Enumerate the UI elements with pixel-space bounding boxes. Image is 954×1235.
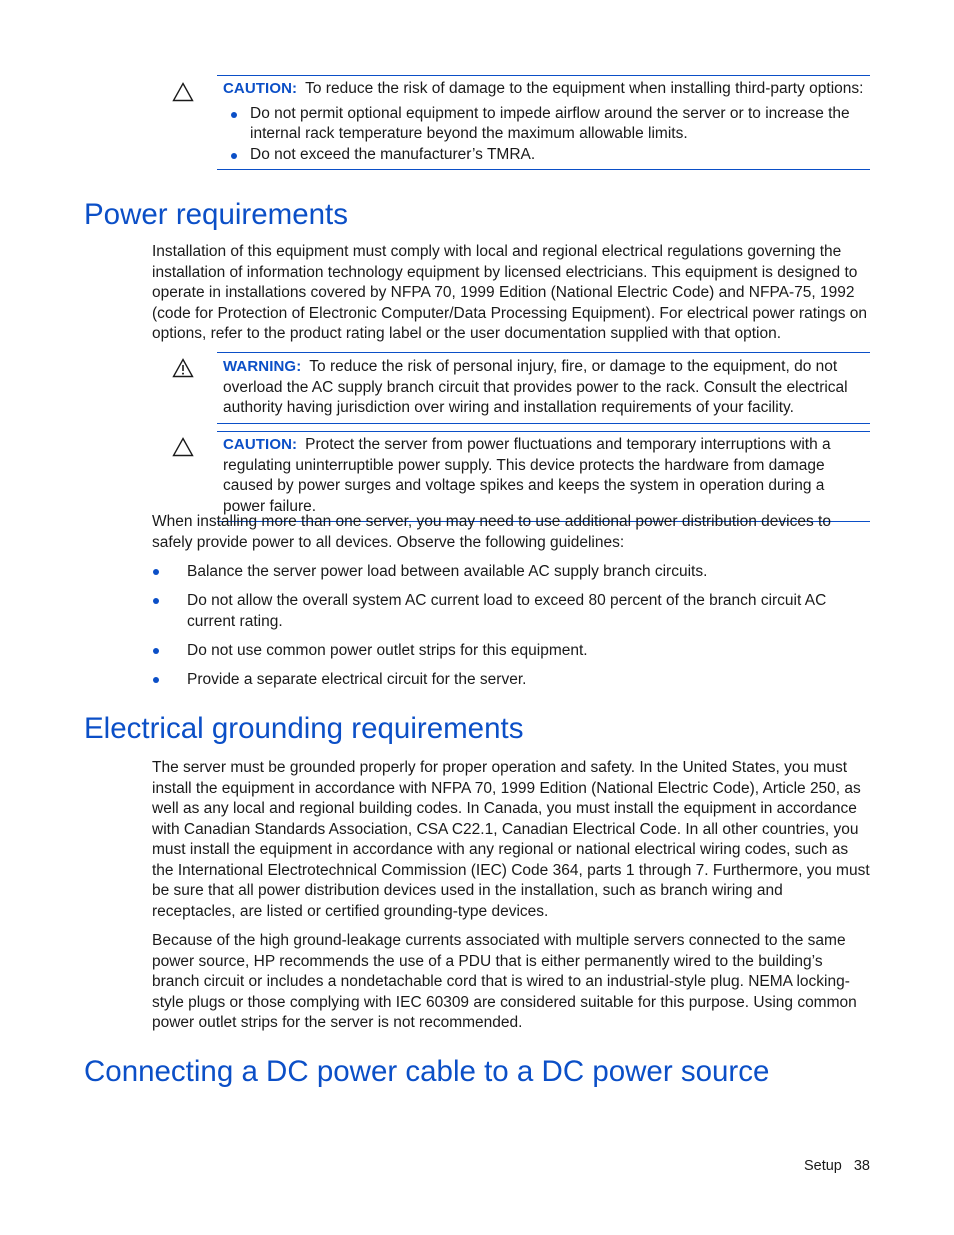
caution-body: Protect the server from power fluctuations and temporary interruptions with a regulating uninterruptible power supply. This device protects the hardware from damage caused by power surges and voltage spikes and keeps the system in operation during a power failure.: [223, 436, 831, 515]
warning-notice-overload: [217, 352, 870, 424]
heading-connecting-dc-power: Connecting a DC power cable to a DC power source: [84, 1055, 770, 1088]
warning-text: [223, 357, 870, 419]
caution-label: CAUTION:: [223, 80, 298, 97]
guideline-item: Do not use common power outlet strips for this equipment.: [152, 641, 870, 662]
caution-triangle-icon: [172, 82, 194, 102]
caution-notice-power-fluctuations: [217, 431, 870, 522]
caution-notice-third-party: [217, 75, 870, 170]
footer-section-name: Setup: [803, 1158, 842, 1174]
guideline-item: Balance the server power load between available AC supply branch circuits.: [152, 562, 870, 583]
page-footer: [804, 1158, 870, 1174]
caution-text: [223, 435, 870, 517]
caution-list-item: Do not exceed the manufacturer’s TMRA.: [223, 145, 870, 166]
warning-label: WARNING:: [223, 358, 302, 375]
power-intro-paragraph: Installation of this equipment must comply with local and regional electrical regulations governing the installation of information technology equipment by licensed electricians. This equipment is designed to operate in installations covered by NFPA 70, 1999 Edition (National Electric Code) and NFPA-75, 1992 (code for Protection of Electronic Computer/Data Processing Equipment). For electrical power ratings on options, refer to the product rating label or the user documentation supplied with that option.: [152, 243, 868, 342]
warning-body: To reduce the risk of personal injury, fire, or damage to the equipment, do not overload the AC supply branch circuit that provides power to the rack. Consult the electrical authority having jurisdiction over wiring and installation requirements of your facility.: [223, 358, 848, 416]
caution-label: CAUTION:: [223, 436, 298, 453]
heading-power-requirements: Power requirements: [84, 198, 348, 231]
guidelines-intro-paragraph: When installing more than one server, you may need to use additional power distribution devices to safely provide power to all devices. Observe the following guidelines:: [152, 513, 831, 551]
heading-electrical-grounding: Electrical grounding requirements: [84, 712, 524, 745]
caution-body: To reduce the risk of damage to the equipment when installing third-party options:: [305, 80, 864, 97]
caution-list: [223, 104, 870, 166]
caution-text: [223, 79, 870, 100]
grounding-paragraph-2: Because of the high ground-leakage currents associated with multiple servers connected to the same power source, HP recommends the use of a PDU that is either permanently wired to the building’s branch circuit or includes a nondetachable cord that is wired to an industrial-style plug. NEMA locking-style plugs or those complying with IEC 60309 are considered suitable for this purpose. Using common power outlet strips for the server is not recommended.: [152, 932, 857, 1031]
caution-triangle-icon: [172, 437, 194, 457]
warning-triangle-icon: [172, 358, 194, 378]
guideline-item: Provide a separate electrical circuit for the server.: [152, 670, 870, 691]
grounding-paragraph-1: The server must be grounded properly for proper operation and safety. In the United States, you must install the equipment in accordance with NFPA 70, 1999 Edition (National Electric Code), Article 250, as well as any local and regional building codes. In Canada, you must install the equipment in accordance with Canadian Standards Association, CSA C22.1, Canadian Electrical Code. In all other countries, you must install the equipment in accordance with any regional or national electrical wiring codes, such as the International Electrotechnical Commission (IEC) Code 364, parts 1 through 7. Furthermore, you must be sure that all power distribution devices used in the installation, such as branch wiring and receptacles, are listed or certified grounding-type devices.: [152, 759, 870, 920]
guideline-item: Do not allow the overall system AC current load to exceed 80 percent of the branch circuit AC current rating.: [152, 591, 870, 632]
guidelines-list: [152, 562, 870, 699]
page-number: 38: [853, 1158, 870, 1174]
caution-list-item: Do not permit optional equipment to impede airflow around the server or to increase the internal rack temperature beyond the maximum allowable limits.: [223, 104, 870, 145]
